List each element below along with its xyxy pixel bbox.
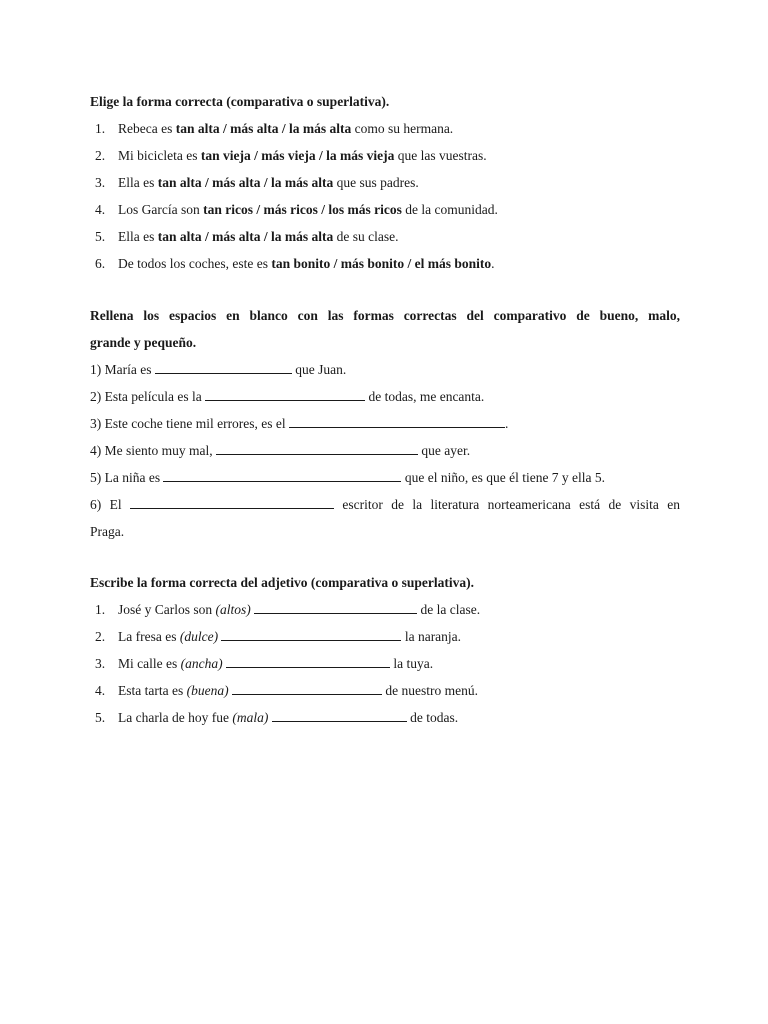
list-item: 1. Rebeca es tan alta / más alta / la más alta como su hermana. [95,121,454,136]
answer-blank[interactable] [289,415,505,428]
list-item: 5) La niña es que el niño, es que él tiene 7 y ella 5. [90,470,606,485]
exercise-3-heading: Escribe la forma correcta del adjetivo (comparativa o superlativa). [90,575,475,590]
list-item: 2) Esta película es la de todas, me encanta. [90,389,485,404]
list-item: 6. De todos los coches, este es tan bonito / más bonito / el más bonito. [95,256,495,271]
list-item: 6) El escritor de la literatura norteamericana está de visita en [90,497,680,512]
list-item: 1) María es que Juan. [90,362,347,377]
list-item: 4. Esta tarta es (buena) de nuestro menú. [95,683,478,698]
list-item: 2. La fresa es (dulce) la naranja. [95,629,462,644]
answer-blank[interactable] [155,361,292,374]
exercise-3-list [90,596,680,731]
answer-blank[interactable] [163,469,401,482]
exercise-2 [90,302,680,545]
answer-blank[interactable] [254,601,417,614]
exercise-1-list [90,115,680,277]
list-item: 5. La charla de hoy fue (mala) de todas. [95,710,459,725]
exercise-2-heading-line2: grande y pequeño. [90,335,197,350]
exercise-1 [90,88,680,277]
list-item: 4) Me siento muy mal, que ayer. [90,443,471,458]
list-item-continuation: Praga. [90,524,125,539]
exercise-2-list [90,356,680,545]
list-item: 3. Ella es tan alta / más alta / la más alta que sus padres. [95,175,419,190]
answer-blank[interactable] [226,655,390,668]
answer-blank[interactable] [216,442,418,455]
exercise-3 [90,569,680,731]
list-item: 1. José y Carlos son (altos) de la clase. [95,602,481,617]
exercise-2-heading-line1: Rellena los espacios en blanco con las formas correctas del comparativo de bueno, malo, [90,308,680,323]
answer-blank[interactable] [232,682,382,695]
exercise-1-heading: Elige la forma correcta (comparativa o superlativa). [90,94,390,109]
list-item: 3. Mi calle es (ancha) la tuya. [95,656,434,671]
list-item: 4. Los García son tan ricos / más ricos / los más ricos de la comunidad. [95,202,498,217]
list-item: 2. Mi bicicleta es tan vieja / más vieja / la más vieja que las vuestras. [95,148,487,163]
answer-blank[interactable] [205,388,365,401]
list-item: 3) Este coche tiene mil errores, es el . [90,416,509,431]
answer-blank[interactable] [130,496,334,509]
answer-blank[interactable] [221,628,401,641]
list-item: 5. Ella es tan alta / más alta / la más alta de su clase. [95,229,399,244]
answer-blank[interactable] [272,709,407,722]
